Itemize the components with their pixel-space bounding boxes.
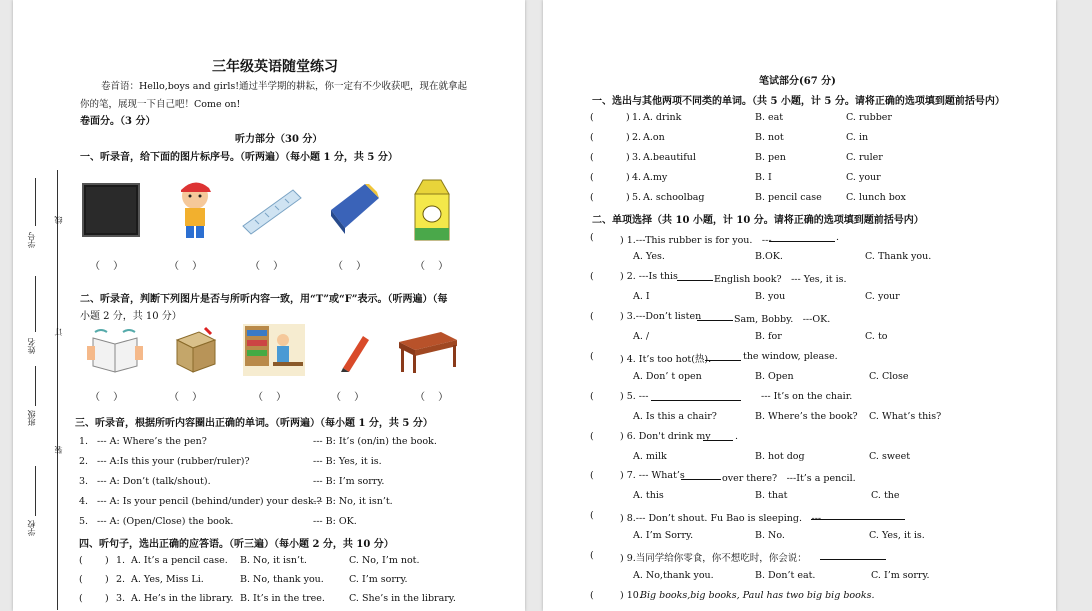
question-text: ) 8.--- Don’t shout. Fu Bao is sleeping. --- [620,513,822,524]
sec4-option-b: B. No, thank you. [240,574,324,585]
answer-bracket-2-1[interactable]: （ ） [90,392,124,403]
question-text: ) 10. [620,590,642,601]
open-paren[interactable]: ( [590,192,594,203]
open-paren[interactable]: ( [590,431,594,442]
sec4-item-num: 1. [116,555,126,566]
option-b: B. hot dog [755,451,805,462]
sec4-close-paren: ) [105,555,109,566]
option-b: B.OK. [755,251,783,262]
option-b: B. Where’s the book? [755,411,858,422]
option-a: A.my [643,172,668,183]
question-tail: . [836,232,840,243]
intro-line-1: 卷首语：Hello,boys and girls!通过半学期的耕耘，你一定有不少收获吧，现在就拿起 [101,81,468,92]
close-paren: ) [626,192,630,203]
option-a: A. No,thank you. [633,570,714,581]
sec3-item-answer: --- B: Yes, it is. [313,456,382,467]
close-paren: ) [626,152,630,163]
option-a: A. / [633,331,650,342]
item-num: 2. [632,132,642,143]
open-paren[interactable]: ( [590,152,594,163]
question-tail: . [735,431,739,442]
option-b: B. Don’t eat. [755,570,816,581]
gutter-blank-class [35,366,36,406]
gutter-blank-school [35,466,36,516]
written-header: 笔试部分(67 分) [759,76,836,87]
close-paren: ) [626,112,630,123]
gutter-label-school: 学校 [27,520,36,536]
question-tail: over there? ---It’s a pencil. [722,473,856,484]
fill-blank[interactable] [681,470,721,480]
desk-picture [397,328,459,374]
gutter-label-bound: 装 [54,446,63,454]
sec3-item-question: --- A:Is this your (rubber/ruler)? [97,456,250,467]
option-a: A. milk [633,451,667,462]
gutter-label-line: 线 [54,216,63,224]
item-num: 3. [632,152,642,163]
sec4-option-a: A. He’s in the library. [131,593,234,604]
sec4-option-b: B. It’s in the tree. [240,593,325,604]
option-a: A. I [633,291,650,302]
option-b: B. that [755,490,788,501]
question-text: ) 4. It’s too hot(热). [620,354,712,365]
sec3-item-question: --- A: Where’s the pen? [97,436,207,447]
sec3-item-question: --- A: Is your pencil (behind/under) your desk.? [97,496,322,507]
sec4-option-a: A. It’s a pencil case. [131,555,228,566]
sec3-item-num: 2. [79,456,89,467]
gutter-blank-name [35,276,36,332]
sec3-item-answer: --- B: OK. [313,516,357,527]
sec3-item-num: 4. [79,496,89,507]
sec4-open-paren[interactable]: ( [79,555,83,566]
question-text: ) 9.当同学给你零食，你不想吃时，你会说： [620,553,807,564]
answer-bracket-2-3[interactable]: （ ） [253,392,287,403]
exam-page-left [13,0,525,611]
open-paren[interactable]: ( [590,172,594,183]
sec4-option-a: A. Yes, Miss Li. [131,574,204,585]
option-a: A. Yes. [633,251,665,262]
answer-bracket-2-2[interactable]: （ ） [169,392,203,403]
answer-bracket-4[interactable]: （ ） [333,261,367,272]
question-text: ) 7. --- What’s [620,470,685,481]
open-paren[interactable]: ( [590,271,594,282]
section4-title: 四、听句子，选出正确的应答语。（听三遍）（每小题 2 分，共 10 分） [79,539,394,550]
option-b: B. No. [755,530,785,541]
question-tail: Big books,big books, Paul has two big big books. [640,590,875,601]
fill-blank[interactable] [820,550,886,560]
ruler-picture [241,186,305,234]
answer-bracket-5[interactable]: （ ） [415,261,449,272]
fill-blank[interactable] [769,232,835,242]
option-c: C. I’m sorry. [871,570,930,581]
sec4-item-num: 2. [116,574,126,585]
option-c: C. your [865,291,900,302]
neatness-score: 卷面分。（3 分） [80,116,156,127]
option-b: B. pencil case [755,192,822,203]
section3-title: 三、听录音，根据所听内容圈出正确的单词。（听两遍）（每小题 1 分，共 5 分） [75,418,433,429]
option-c: C. rubber [846,112,892,123]
sec3-item-answer: --- B: It’s (on/in) the book. [313,436,437,447]
question-tail: Sam, Bobby. ---OK. [734,314,831,325]
option-a: A. I’m Sorry. [633,530,694,541]
option-c: C. to [865,331,888,342]
fill-blank[interactable] [811,510,905,520]
question-text: ) 5. --- [620,391,649,402]
sec4-option-c: C. I’m sorry. [349,574,408,585]
intro-line-2: 你的笔，展现一下自己吧！Come on! [80,99,241,110]
option-a: A. drink [643,112,682,123]
question-text: ) 6. Don't drink my [620,431,711,442]
open-paren[interactable]: ( [590,132,594,143]
option-c: C. Close [869,371,909,382]
box-picture [173,326,219,374]
option-a: A. schoolbag [643,192,705,203]
gutter-label-student-id: 学号 [27,232,36,248]
answer-bracket-2[interactable]: （ ） [169,261,203,272]
sec3-item-answer: --- B: I’m sorry. [313,476,385,487]
open-paren[interactable]: ( [590,590,594,601]
sec3-item-num: 5. [79,516,89,527]
option-b: B. pen [755,152,786,163]
answer-bracket-2-4[interactable]: （ ） [331,392,365,403]
close-paren: ) [626,132,630,143]
gutter-label-class: 班级 [27,410,36,426]
answer-bracket-1[interactable]: （ ） [90,261,124,272]
question-text: ) 2. ---Is this [620,271,678,282]
open-paren[interactable]: ( [590,510,594,521]
option-c: C. in [846,132,869,143]
option-c: C. lunch box [846,192,906,203]
open-paren[interactable]: ( [590,232,594,243]
option-b: B. for [755,331,782,342]
question-text: ) 3.---Don’t listen [620,311,702,322]
question-text: ) 1.---This rubber is for you. --- [620,235,772,246]
option-a: A.on [643,132,665,143]
sec4-item-num: 3. [116,593,126,604]
option-c: C. Yes, it is. [869,530,925,541]
close-paren: ) [626,172,630,183]
pencil-picture [339,332,373,372]
open-book-picture [85,328,145,374]
fill-blank[interactable] [651,391,741,401]
library-picture [243,324,305,376]
option-a: A. this [633,490,664,501]
sec4-open-paren[interactable]: ( [79,574,83,585]
gutter-label-bind: 订 [54,328,63,336]
sec4-open-paren[interactable]: ( [79,593,83,604]
section2-title-line1: 二、听录音，判断下列图片是否与所听内容一致，用“T”或“F”表示。（听两遍）（每 [80,294,448,305]
gutter-blank-id [35,178,36,226]
option-b: B. eat [755,112,784,123]
option-b: B. I [755,172,772,183]
open-paren[interactable]: ( [590,311,594,322]
option-c: C. the [871,490,900,501]
right-section1-title: 一、选出与其他两项不同类的单词。（共 5 小题，计 5 分。请将正确的选项填到题前括号内） [592,96,1005,107]
option-b: B. Open [755,371,794,382]
sec4-option-c: C. No, I’m not. [349,555,420,566]
sec4-close-paren: ) [105,574,109,585]
option-c: C. sweet [869,451,911,462]
section1-title: 一、听录音，给下面的图片标序号。（听两遍）（每小题 1 分，共 5 分） [80,152,398,163]
sec3-item-question: --- A: (Open/Close) the book. [97,516,234,527]
right-section2-title: 二、单项选择（共 10 小题，计 10 分。请将正确的选项填到题前括号内） [592,215,924,226]
option-b: B. not [755,132,784,143]
open-paren[interactable]: ( [590,391,594,402]
open-paren[interactable]: ( [590,470,594,481]
page-title: 三年级英语随堂练习 [212,59,338,75]
question-tail: English book? --- Yes, it is. [714,274,847,285]
option-c: C. your [846,172,881,183]
sec3-item-answer: --- B: No, it isn’t. [313,496,393,507]
open-paren[interactable]: ( [590,112,594,123]
sec4-close-paren: ) [105,593,109,604]
sec3-item-question: --- A: Don’t (talk/shout). [97,476,211,487]
sec3-item-num: 3. [79,476,89,487]
question-tail: --- It’s on the chair. [761,391,853,402]
milk-carton-picture [409,176,455,242]
fill-blank[interactable] [677,271,713,281]
question-tail: the window, please. [743,351,838,362]
sec4-option-c: C. She’s in the library. [349,593,456,604]
open-paren[interactable]: ( [590,351,594,362]
section2-title-line2: 小题 2 分，共 10 分） [80,311,182,322]
fill-blank[interactable] [705,351,741,361]
item-num: 1. [632,112,642,123]
boy-picture [171,178,219,242]
open-paren[interactable]: ( [590,550,594,561]
answer-bracket-2-5[interactable]: （ ） [415,392,449,403]
option-b: B. you [755,291,786,302]
blackboard-picture [83,184,139,236]
pencil-case-picture [327,182,381,236]
binding-line [57,170,58,610]
fill-blank[interactable] [703,431,733,441]
listening-header: 听力部分（30 分） [235,134,323,145]
sec3-item-num: 1. [79,436,89,447]
option-c: C. ruler [846,152,883,163]
answer-bracket-3[interactable]: （ ） [250,261,284,272]
option-c: C. What’s this? [869,411,942,422]
option-a: A. Don’ t open [633,371,702,382]
gutter-label-name: 姓名 [27,338,36,354]
item-num: 4. [632,172,642,183]
option-a: A.beautiful [643,152,696,163]
option-c: C. Thank you. [865,251,932,262]
sec4-option-b: B. No, it isn’t. [240,555,307,566]
exam-page-right [543,0,1056,611]
fill-blank[interactable] [697,311,733,321]
option-a: A. Is this a chair? [633,411,717,422]
item-num: 5. [632,192,642,203]
